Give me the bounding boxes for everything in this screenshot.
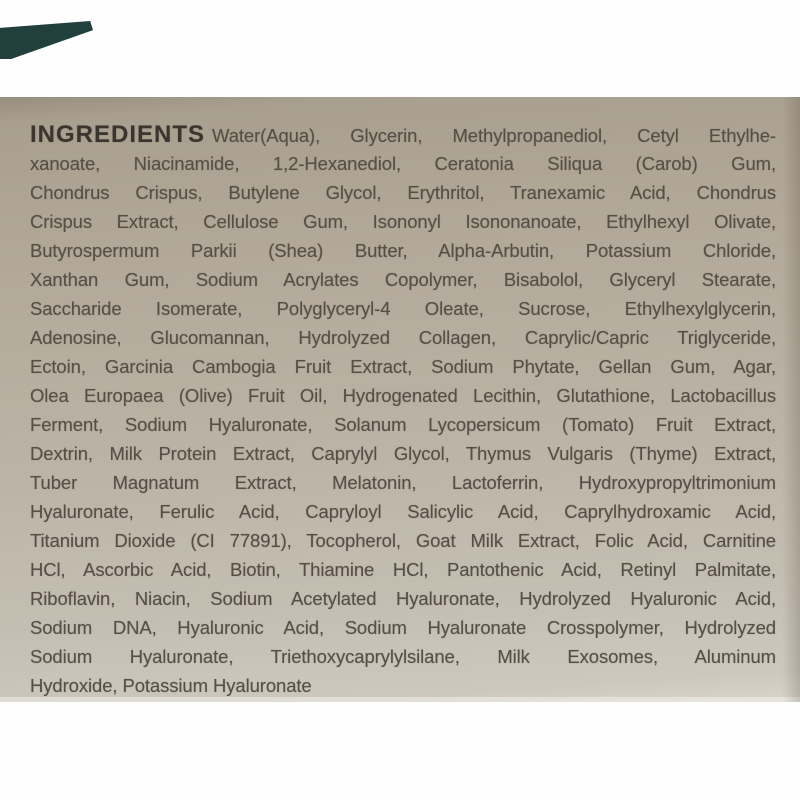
label-line: Saccharide Isomerate, Polyglyceryl-4 Oleate, Sucrose, Ethylhexylglycerin, [30, 298, 776, 319]
label-line: Dextrin, Milk Protein Extract, Caprylyl Glycol, Thymus Vulgaris (Thyme) Extract, [30, 443, 776, 464]
label-line: Hyaluronate, Ferulic Acid, Capryloyl Salicylic Acid, Caprylhydroxamic Acid, [30, 501, 776, 522]
ingredients-text-block [30, 120, 776, 700]
label-line: Sodium Hyaluronate, Triethoxycaprylylsilane, Milk Exosomes, Aluminum [30, 646, 776, 667]
label-line: Adenosine, Glucomannan, Hydrolyzed Collagen, Caprylic/Capric Triglyceride, [30, 327, 776, 348]
label-line: Xanthan Gum, Sodium Acrylates Copolymer, Bisabolol, Glyceryl Stearate, [30, 269, 776, 290]
label-line: Crispus Extract, Cellulose Gum, Isononyl Isononanoate, Ethylhexyl Olivate, [30, 211, 776, 232]
label-line: Sodium DNA, Hyaluronic Acid, Sodium Hyaluronate Crosspolymer, Hydrolyzed [30, 617, 776, 638]
label-line: Ferment, Sodium Hyaluronate, Solanum Lycopersicum (Tomato) Fruit Extract, [30, 414, 776, 435]
label-line: Hydroxide, Potassium Hyaluronate [30, 675, 312, 696]
label-line-first [30, 120, 776, 149]
label-line: Butyrospermum Parkii (Shea) Butter, Alpha-Arbutin, Potassium Chloride, [30, 240, 776, 261]
ingredients-lines [30, 149, 776, 700]
ingredients-label-photo [0, 97, 800, 702]
label-line: Titanium Dioxide (CI 77891), Tocopherol, Goat Milk Extract, Folic Acid, Carnitine [30, 530, 776, 551]
label-line: Ectoin, Garcinia Cambogia Fruit Extract, Sodium Phytate, Gellan Gum, Agar, [30, 356, 776, 377]
label-line: Olea Europaea (Olive) Fruit Oil, Hydrogenated Lecithin, Glutathione, Lactobacillus [30, 385, 776, 406]
label-line: Chondrus Crispus, Butylene Glycol, Erythritol, Tranexamic Acid, Chondrus [30, 182, 776, 203]
dark-box-corner [0, 21, 93, 59]
ingredients-heading: INGREDIENTS [30, 121, 206, 148]
label-line-text: Water(Aqua), Glycerin, Methylpropanediol, Cetyl Ethylhe- [212, 125, 776, 146]
label-line: Riboflavin, Niacin, Sodium Acetylated Hyaluronate, Hydrolyzed Hyaluronic Acid, [30, 588, 776, 609]
label-line: xanoate, Niacinamide, 1,2-Hexanediol, Ceratonia Siliqua (Carob) Gum, [30, 153, 776, 174]
label-line: Tuber Magnatum Extract, Melatonin, Lactoferrin, Hydroxypropyltrimonium [30, 472, 776, 493]
label-line: HCl, Ascorbic Acid, Biotin, Thiamine HCl, Pantothenic Acid, Retinyl Palmitate, [30, 559, 776, 580]
